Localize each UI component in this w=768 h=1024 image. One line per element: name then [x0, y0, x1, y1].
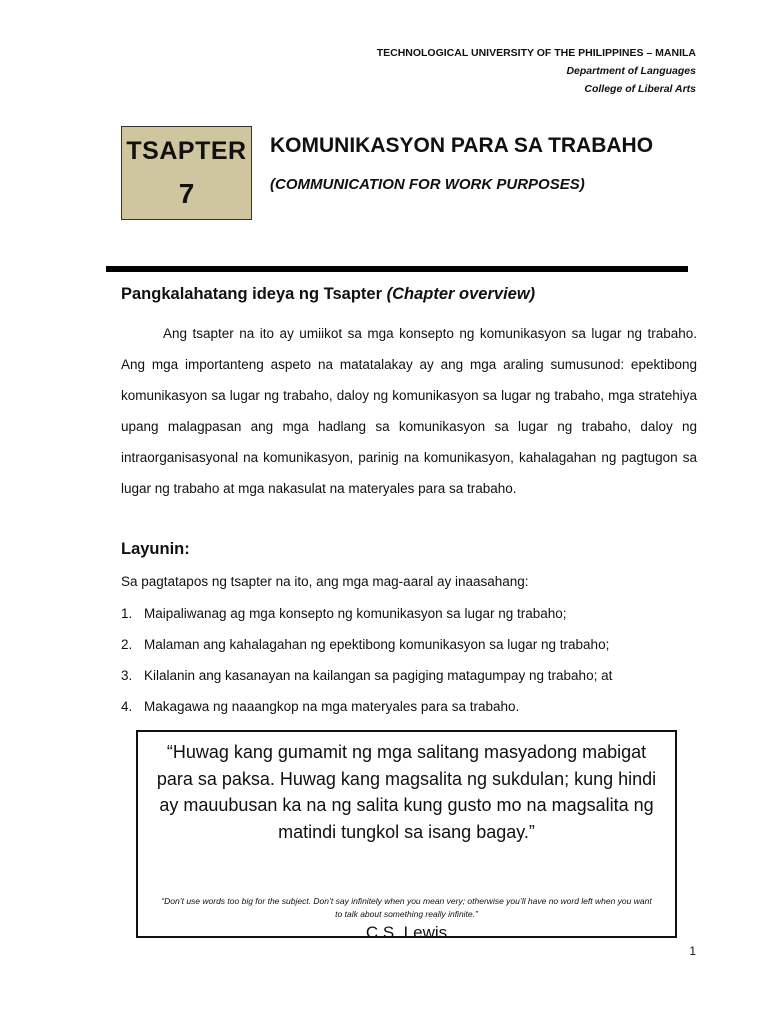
list-item-text: Maipaliwanag ag mga konsepto ng komunikasyon sa lugar ng trabaho; — [144, 606, 567, 621]
list-item-number: 3. — [121, 668, 133, 683]
list-item — [121, 606, 612, 637]
list-item — [121, 699, 612, 730]
objectives-list — [121, 606, 612, 730]
chapter-badge — [121, 126, 252, 220]
page-header — [377, 44, 696, 98]
chapter-subtitle: (COMMUNICATION FOR WORK PURPOSES) — [270, 176, 585, 193]
overview-paragraph: Ang tsapter na ito ay umiikot sa mga konsepto ng komunikasyon sa lugar ng trabaho. Ang mga importanteng aspeto na matatalakay ay ang mga araling sumusunod: epektibong komunikasyon sa lugar ng trabaho, daloy ng komunikasyon sa lugar ng trabaho, mga stratehiya upang malagpasan ang mga hadlang sa komunikasyon sa lugar ng trabaho, daloy ng intraorganisasyonal na komunikasyon, parinig na komunikasyon, kahalagahan ng pagtugon sa lugar ng trabaho at mga nakasulat na materyales para sa trabaho. — [121, 326, 697, 496]
layunin-intro: Sa pagtatapos ng tsapter na ito, ang mga mag-aaral ay inaasahang: — [121, 574, 529, 589]
overview-heading-english: (Chapter overview) — [386, 285, 536, 303]
quote-author: C.S. Lewis — [365, 923, 448, 942]
chapter-number: 7 — [178, 178, 195, 209]
list-item-text: Kilalanin ang kasanayan na kailangan sa pagiging matagumpay ng trabaho; at — [144, 668, 613, 683]
college-name: College of Liberal Arts — [584, 83, 696, 95]
chapter-label: TSAPTER — [126, 137, 247, 165]
list-item-text: Makagawa ng naaangkop na mga materyales para sa trabaho. — [144, 699, 520, 714]
layunin-heading: Layunin: — [121, 540, 190, 558]
quote-box — [136, 730, 677, 942]
list-item-number: 2. — [121, 637, 133, 652]
overview-heading-text: Pangkalahatang ideya ng Tsapter — [121, 285, 383, 303]
university-name: TECHNOLOGICAL UNIVERSITY OF THE PHILIPPINES – MANILA — [376, 47, 696, 59]
overview-heading — [121, 285, 535, 304]
quote-tagalog: “Huwag kang gumamit ng mga salitang masyadong mabigat para sa paksa. Huwag kang magsalita ng sukdulan; kung hindi ay mauubusan ka na ng salita kung gusto mo na magsalita ng matindi tungkol sa isang bagay.” — [156, 742, 657, 842]
list-item-number: 1. — [121, 606, 133, 621]
list-item-number: 4. — [121, 699, 133, 714]
divider-rule — [106, 266, 688, 272]
list-item — [121, 668, 612, 699]
list-item — [121, 637, 612, 668]
department-name: Department of Languages — [566, 65, 696, 77]
list-item-text: Malaman ang kahalagahan ng epektibong komunikasyon sa lugar ng trabaho; — [144, 637, 610, 652]
chapter-title: KOMUNIKASYON PARA SA TRABAHO — [270, 134, 654, 157]
page-number: 1 — [689, 944, 696, 958]
quote-english: “Don’t use words too big for the subject. Don’t say infinitely when you mean very; otherwise you’ll have no word left when you want to talk about something really infinite.” — [161, 896, 652, 919]
